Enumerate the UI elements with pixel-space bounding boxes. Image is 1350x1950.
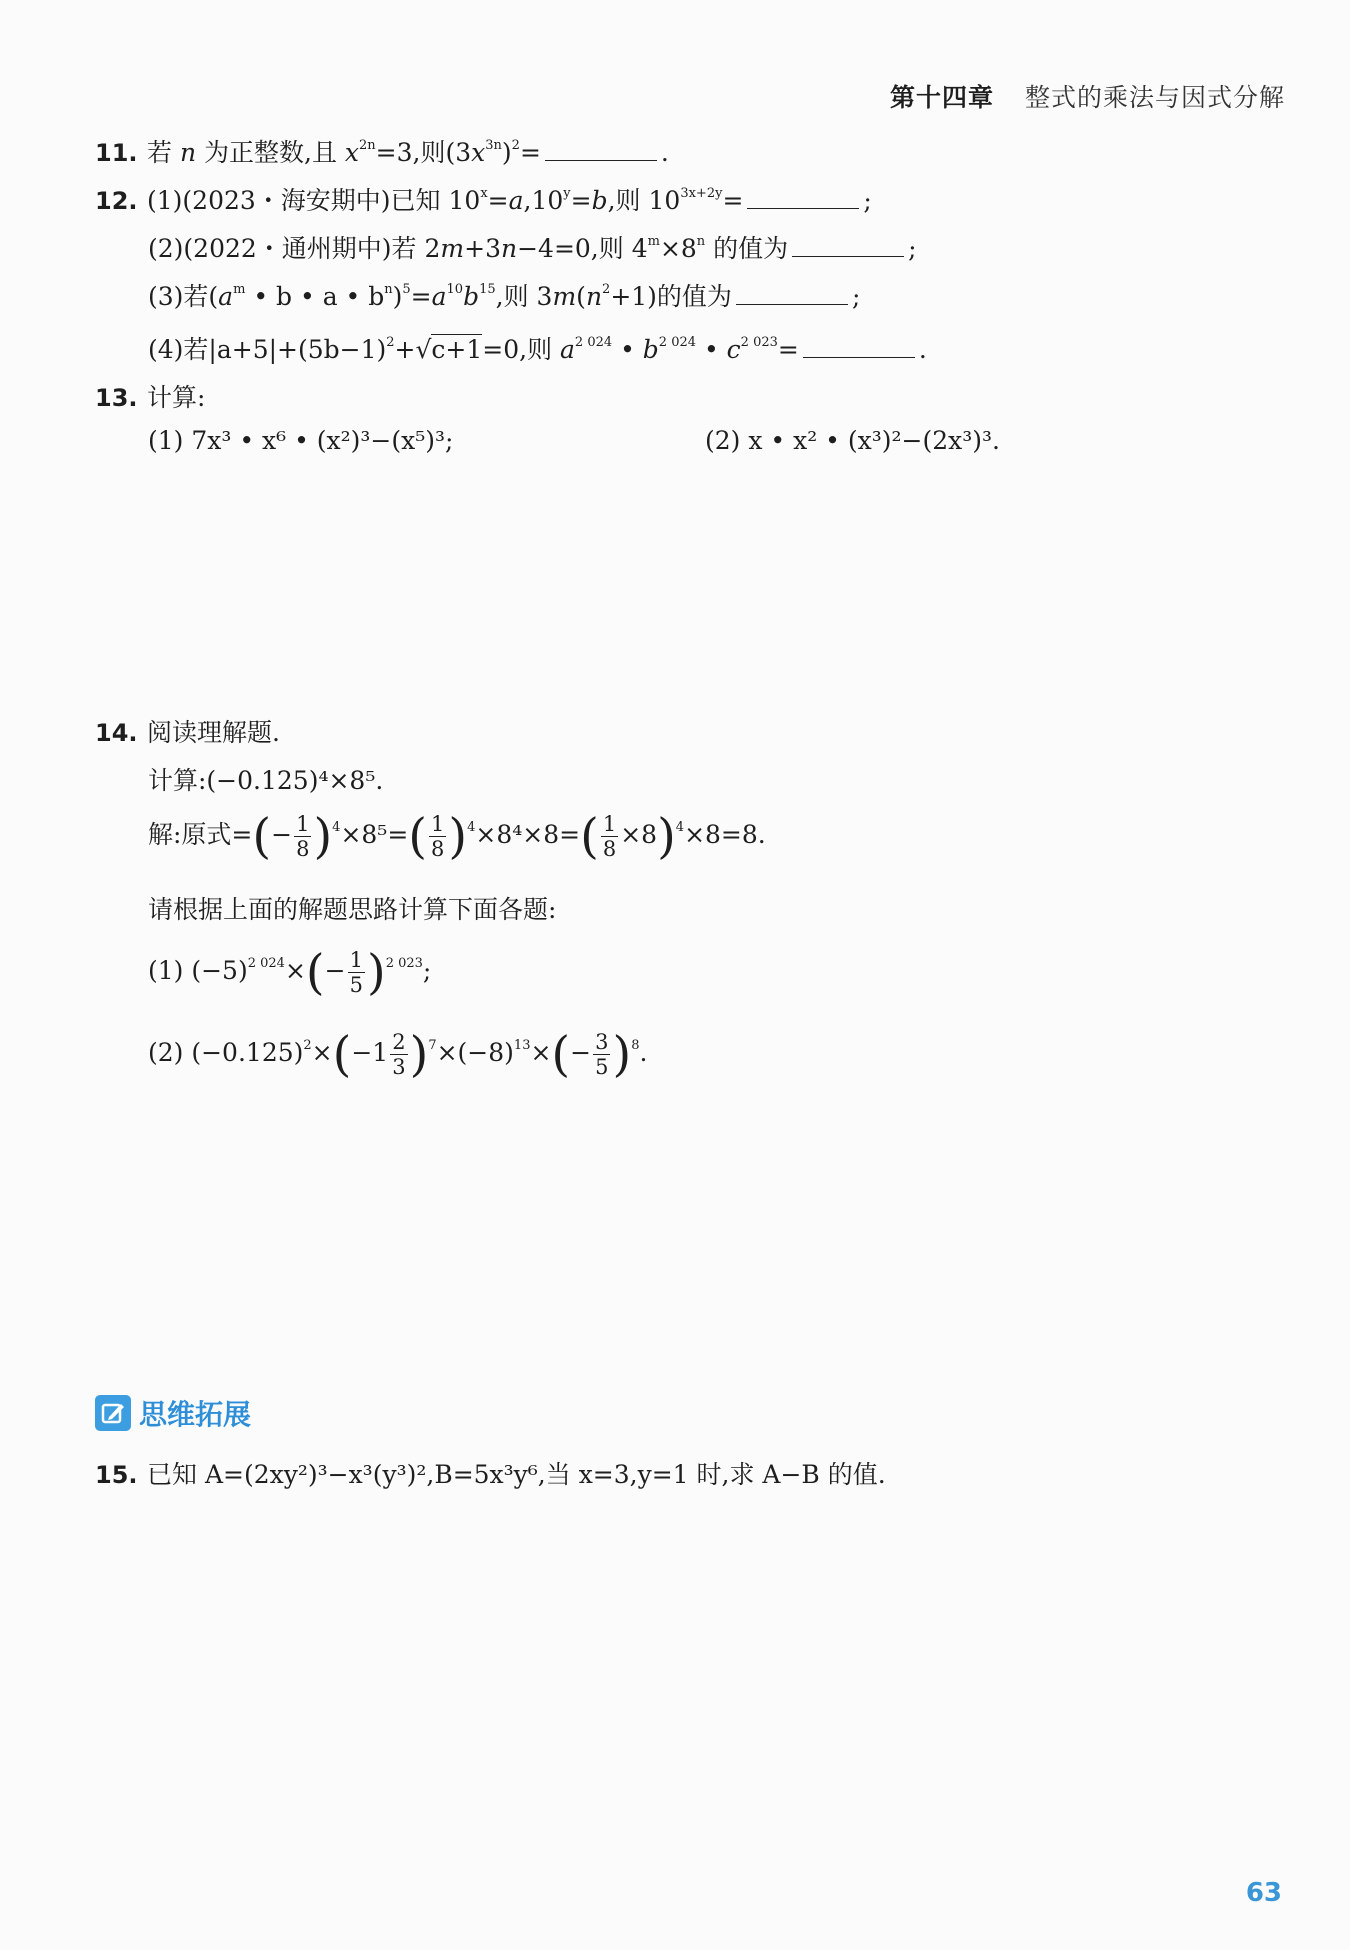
q14-title: 阅读理解题. [147,718,280,747]
q12-exp: 3x+2y [680,186,723,201]
q12-exp: n [384,282,393,297]
q12-text: ) [392,282,403,311]
q12-var: b [591,186,608,215]
q14-text: . [639,1038,648,1067]
q12-exp: m [647,234,660,249]
q11-exp: 2 [511,138,520,153]
question-number: 15. [95,1461,138,1489]
q14-part-2: (2) $(-0.125)^2\times(-1$ $\frac{2}{3}$ )$^7\times(-8)^{13}\times(-$ $\frac{3}{5}$ )$^8$. [148,1026,648,1083]
q14-text: × [311,1038,333,1067]
question-12-part-4 [148,330,927,366]
q11-end: . [660,138,669,167]
q12-exp: 2 [386,335,395,350]
sqrt-radicand: c+1 [431,335,483,364]
q12-var: b [642,335,659,364]
frac-denominator: 8 [431,837,445,861]
q11-text: =3,则(3 [375,138,472,167]
question-12-part-1 [95,181,872,217]
frac-denominator: 3 [392,1055,406,1079]
question-number: 11. [95,139,138,167]
q14-text: (2) (−0.125) [148,1038,304,1067]
q15-text: 已知 A=(2xy²)³−x³(y³)²,B=5x³y⁶,当 x=3,y=1 时,求 A−B 的值. [147,1460,886,1489]
q12-var: m [552,282,577,311]
q12-text: +√ [394,335,432,364]
q12-text: =0,则 [482,335,561,364]
paren: ) [448,808,468,865]
q12-var: a [218,282,234,311]
fraction [390,1030,407,1079]
q14-part-1: (1) $(-5)^{2 024}\times(-$ $\frac{1}{5}$ )$^{2 023}$; [148,944,432,1001]
q12-exp: n [696,234,706,249]
q11-text: = [519,138,541,167]
frac-numerator: 1 [296,812,310,836]
q12-text: ,则 10 [607,186,681,215]
q12-end: ; [863,186,872,215]
q14-text: × [530,1038,552,1067]
answer-blank[interactable] [747,186,859,209]
q12-exp: 2 023 [740,335,778,350]
question-number: 13. [95,384,138,412]
q12-text: = [777,335,799,364]
q12-text: (2)(2022・通州期中)若 2 [148,234,441,263]
q12-text: = [487,186,509,215]
q14-calc [148,761,383,797]
exp: 4 [467,820,476,835]
q14-instruction [148,890,556,926]
paren: ( [551,1026,571,1083]
exp: 7 [428,1038,437,1053]
q11-text: 若 [147,138,180,167]
question-number: 14. [95,719,138,747]
question-13-part-1 [148,426,453,455]
q12-exp: 15 [479,282,496,297]
chapter-number: 第十四章 [890,83,995,112]
exp: 4 [675,820,685,835]
exp: 8 [631,1038,640,1053]
page-number: 63 [1245,1878,1282,1908]
q14-solution: 解:原式=(− $\frac{1}{8}$ )$^4$×8⁵=( $\frac{1}{8}$ )$^4$×8⁴×8=( $\frac{1}{8}$ ×8)$^4$×8=8. [148,808,766,865]
question-11 [95,133,669,169]
frac-numerator: 1 [349,948,363,972]
frac-denominator: 5 [349,973,363,997]
q11-exp: 2n [359,138,376,153]
paren: ( [580,808,599,865]
q12-text: = [570,186,592,215]
q12-text: = [722,186,744,215]
q12-text: −4=0,则 4 [517,234,648,263]
paren: ) [409,1026,429,1083]
q12-exp: 2 [602,282,611,297]
exp: 13 [513,1038,531,1053]
q11-var-x: x [471,138,486,167]
q12-exp: m [233,282,246,297]
q12-text: (4)若|a+5|+(5b−1) [148,335,387,364]
q14-text: × [284,956,306,985]
q14-text: −1 [351,1038,389,1067]
question-12-part-3 [148,277,860,313]
q12-var: n [585,282,603,311]
q13-expression-2: (2) x • x² • (x³)²−(2x³)³. [705,426,1000,455]
answer-blank[interactable] [792,234,904,257]
q12-exp: x [480,186,488,201]
fraction [593,1030,610,1079]
q12-var: a [431,282,447,311]
answer-blank[interactable] [803,335,915,358]
q13-expression-1: (1) 7x³ • x⁶ • (x²)³−(x⁵)³; [148,426,454,455]
q12-var: c [726,335,741,364]
fraction [601,812,618,861]
q12-text: (3)若( [148,282,219,311]
q12-var: n [500,234,518,263]
frac-numerator: 2 [392,1030,406,1054]
frac-numerator: 1 [602,812,617,836]
section-title: 思维拓展 [139,1398,252,1431]
paren: ) [657,808,676,865]
q11-text: 为正整数,且 [196,138,345,167]
q12-text: ,10 [523,186,564,215]
q12-text: 的值为 [705,234,789,263]
q12-var: a [508,186,524,215]
q14-solution-label: 解:原式= [148,820,253,849]
q12-exp: 2 024 [658,335,697,350]
q12-text: • [696,335,727,364]
frac-denominator: 8 [602,837,617,861]
q12-text: +1)的值为 [610,282,732,311]
q12-end: ; [851,282,861,311]
q12-var: m [440,234,465,263]
paren: ( [332,1026,352,1083]
q14-text: ; [422,956,432,985]
q12-text: ( [576,282,586,311]
q14-text: ×8 [620,820,658,849]
q12-end: ; [908,234,917,263]
question-15 [95,1455,886,1491]
q12-end: . [918,335,927,364]
q14-calc-text: 计算:(−0.125)⁴×8⁵. [148,766,384,795]
question-13 [95,378,205,414]
q13-title: 计算: [147,383,206,412]
answer-blank[interactable] [736,282,848,305]
q14-text: (1) (−5) [148,956,248,985]
paren: ) [366,944,386,1001]
q12-text: • b • a • b [245,282,385,311]
q14-text: ×8⁵= [340,820,409,849]
q11-var-x: x [344,138,360,167]
paren: ( [305,944,325,1001]
paren: ( [408,808,428,865]
q12-exp: y [563,186,571,201]
q12-exp: 5 [402,282,411,297]
question-12-part-2 [148,229,917,265]
question-14 [95,713,280,749]
question-number: 12. [95,187,138,215]
q12-text: (1)(2023・海安期中)已知 10 [147,186,481,215]
q12-var: a [560,335,575,364]
frac-denominator: 8 [296,837,310,861]
fraction [348,948,365,997]
fraction [294,812,311,861]
q14-text: ×8⁴×8= [475,820,581,849]
frac-numerator: 3 [595,1030,609,1054]
section-header [95,1393,251,1433]
q14-instruction-text: 请根据上面的解题思路计算下面各题: [148,895,557,924]
q14-text: ×8=8. [684,820,766,849]
q12-text: +3 [464,234,501,263]
fraction [429,812,446,861]
paren: ) [612,1026,632,1083]
q12-text: • [612,335,643,364]
exp: 2 [303,1038,312,1053]
chapter-title: 整式的乘法与因式分解 [1024,83,1285,112]
q11-exp: 3n [485,138,502,153]
q12-text: = [410,282,432,311]
frac-numerator: 1 [431,812,445,836]
q11-var-n: n [179,138,197,167]
q12-text: ×8 [659,234,697,263]
chapter-header [890,78,1285,114]
q11-text: ) [501,138,512,167]
q14-text: ×(−8) [436,1038,514,1067]
exp: 2 024 [247,956,285,971]
exp: 4 [332,820,341,835]
pencil-icon [95,1395,131,1431]
q12-exp: 10 [446,282,464,297]
q12-text: ,则 3 [495,282,553,311]
question-13-part-2 [705,426,1000,455]
q12-exp: 2 024 [574,335,613,350]
exp: 2 023 [385,956,423,971]
q12-var: b [463,282,480,311]
frac-denominator: 5 [595,1055,609,1079]
paren: ) [313,808,333,865]
answer-blank[interactable] [545,138,657,161]
paren: ( [252,808,272,865]
